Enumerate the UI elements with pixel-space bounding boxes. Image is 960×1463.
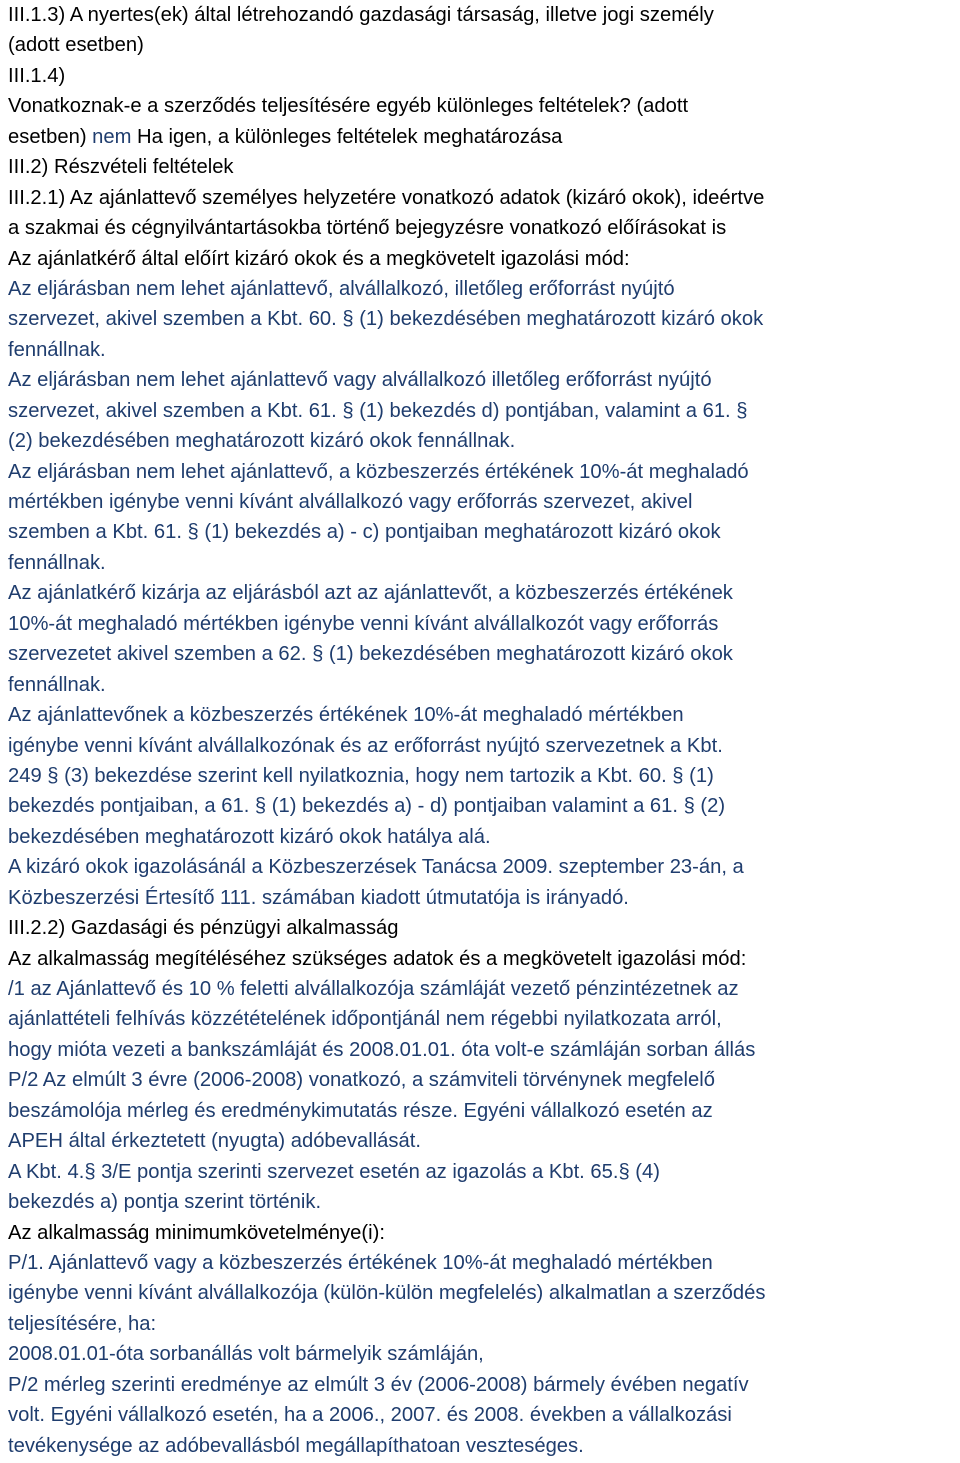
text-line: [8, 1065, 960, 1095]
value-text: volt. Egyéni vállalkozó esetén, ha a 2006., 2007. és 2008. években a vállalkozási: [8, 1404, 732, 1427]
text-line: [8, 487, 960, 517]
text-line: [8, 1248, 960, 1278]
value-text: Az eljárásban nem lehet ajánlattevő vagy alvállalkozó illetőleg erőforrást nyújtó: [8, 369, 712, 392]
text-line: [8, 1218, 960, 1248]
text-line: [8, 700, 960, 730]
label-text: Az alkalmasság megítéléséhez szükséges adatok és a megkövetelt igazolási mód:: [8, 947, 747, 970]
text-line: [8, 791, 960, 821]
text-line: [8, 1126, 960, 1156]
label-text: a szakmai és cégnyilvántartásokba történő bejegyzésre vonatkozó előírásokat is: [8, 217, 727, 240]
text-line: [8, 517, 960, 547]
text-line: [8, 883, 960, 913]
label-text: Ha igen, a különleges feltételek meghatározása: [131, 125, 563, 148]
text-line: [8, 1035, 960, 1065]
label-text: (adott esetben): [8, 34, 144, 57]
value-text: beszámolója mérleg és eredménykimutatás része. Egyéni vállalkozó esetén az: [8, 1099, 713, 1122]
text-line: [8, 304, 960, 334]
text-line: [8, 244, 960, 274]
text-line: [8, 457, 960, 487]
label-text: Az alkalmasság minimumkövetelménye(i):: [8, 1221, 385, 1244]
value-text: Az eljárásban nem lehet ajánlattevő, alvállalkozó, illetőleg erőforrást nyújtó: [8, 277, 675, 300]
label-text: III.2.1) Az ajánlattevő személyes helyzetére vonatkozó adatok (kizáró okok), ideértve: [8, 186, 765, 209]
text-line: [8, 365, 960, 395]
text-line: [8, 1096, 960, 1126]
value-text: fennállnak.: [8, 338, 106, 361]
value-text: fennállnak.: [8, 551, 106, 574]
text-line: [8, 61, 960, 91]
text-line: [8, 1339, 960, 1369]
text-line: [8, 122, 960, 152]
value-text: teljesítésére, ha:: [8, 1312, 157, 1335]
value-text: szemben a Kbt. 61. § (1) bekezdés a) - c) pontjaiban meghatározott kizáró okok: [8, 521, 721, 544]
text-line: [8, 335, 960, 365]
value-text: igénybe venni kívánt alvállalkozónak és az erőforrást nyújtó szervezetnek a Kbt.: [8, 734, 723, 757]
text-line: [8, 548, 960, 578]
text-line: [8, 183, 960, 213]
value-text: Az eljárásban nem lehet ajánlattevő, a közbeszerzés értékének 10%-át meghaladó: [8, 460, 749, 483]
label-text: esetben): [8, 125, 93, 148]
value-text: bekezdés a) pontja szerint történik.: [8, 1191, 322, 1214]
value-text: szervezet, akivel szemben a Kbt. 61. § (1) bekezdés d) pontjában, valamint a 61. §: [8, 399, 748, 422]
value-text: bekezdésében meghatározott kizáró okok hatálya alá.: [8, 825, 491, 848]
text-line: [8, 822, 960, 852]
label-text: Az ajánlatkérő által előírt kizáró okok és a megkövetelt igazolási mód:: [8, 247, 630, 270]
text-line: [8, 1309, 960, 1339]
label-text: III.1.4): [8, 64, 66, 87]
text-line: [8, 30, 960, 60]
value-text: 249 § (3) bekezdése szerint kell nyilatkoznia, hogy nem tartozik a Kbt. 60. § (1): [8, 764, 714, 787]
text-line: [8, 944, 960, 974]
text-line: [8, 1157, 960, 1187]
value-text: hogy mióta vezeti a bankszámláját és 2008.01.01. óta volt-e számláján sorban állás: [8, 1038, 756, 1061]
value-text: P/1. Ajánlattevő vagy a közbeszerzés értékének 10%-át meghaladó mértékben: [8, 1251, 713, 1274]
text-line: [8, 1278, 960, 1308]
text-line: [8, 761, 960, 791]
text-line: [8, 670, 960, 700]
text-line: [8, 1370, 960, 1400]
text-line: [8, 578, 960, 608]
value-text: 2008.01.01-óta sorbanállás volt bármelyik számláján,: [8, 1343, 484, 1366]
value-text: Az ajánlatkérő kizárja az eljárásból azt az ajánlattevőt, a közbeszerzés értékének: [8, 582, 733, 605]
text-line: [8, 213, 960, 243]
label-text: III.2) Részvételi feltételek: [8, 156, 234, 179]
value-text: P/2 mérleg szerinti eredménye az elmúlt 3 év (2006-2008) bármely évében negatív: [8, 1373, 749, 1396]
value-text: APEH által érkeztetett (nyugta) adóbevallását.: [8, 1130, 421, 1153]
text-line: [8, 639, 960, 669]
value-text: P/2 Az elmúlt 3 évre (2006-2008) vonatkozó, a számviteli törvénynek megfelelő: [8, 1069, 715, 1092]
value-text: ajánlattételi felhívás közzétételének időpontjánál nem régebbi nyilatkozata arról,: [8, 1008, 722, 1031]
value-text: bekezdés pontjaiban, a 61. § (1) bekezdés a) - d) pontjaiban valamint a 61. § (2): [8, 795, 726, 818]
label-text: III.1.3) A nyertes(ek) által létrehozandó gazdasági társaság, illetve jogi személy: [8, 4, 714, 26]
value-text: szervezetet akivel szemben a 62. § (1) bekezdésében meghatározott kizáró okok: [8, 643, 733, 666]
text-line: [8, 1004, 960, 1034]
label-text: Vonatkoznak-e a szerződés teljesítésére egyéb különleges feltételek? (adott: [8, 95, 689, 118]
value-text: (2) bekezdésében meghatározott kizáró okok fennállnak.: [8, 430, 516, 453]
text-line: [8, 609, 960, 639]
value-text: szervezet, akivel szemben a Kbt. 60. § (1) bekezdésében meghatározott kizáró okok: [8, 308, 764, 331]
value-text: Közbeszerzési Értesítő 111. számában kiadott útmutatója is irányadó.: [8, 886, 629, 909]
text-line: [8, 913, 960, 943]
value-text: Az ajánlattevőnek a közbeszerzés értékének 10%-át meghaladó mértékben: [8, 704, 684, 727]
text-line: [8, 426, 960, 456]
value-text: /1 az Ajánlattevő és 10 % feletti alvállalkozója számláját vezető pénzintézetnek az: [8, 978, 739, 1000]
value-text: 10%-át meghaladó mértékben igénybe venni kívánt alvállalkozót vagy erőforrás: [8, 612, 719, 635]
text-line: [8, 852, 960, 882]
text-line: [8, 152, 960, 182]
value-text: mértékben igénybe venni kívánt alvállalkozó vagy erőforrás szervezet, akivel: [8, 491, 693, 513]
value-text: A Kbt. 4.§ 3/E pontja szerinti szervezet esetén az igazolás a Kbt. 65.§ (4): [8, 1160, 660, 1183]
value-text: igénybe venni kívánt alvállalkozója (külön-külön megfelelés) alkalmatlan a szerződés: [8, 1282, 766, 1305]
text-line: [8, 1400, 960, 1430]
value-text: nem: [92, 125, 132, 148]
text-line: [8, 396, 960, 426]
text-line: [8, 274, 960, 304]
text-line: [8, 0, 960, 30]
value-text: A kizáró okok igazolásánál a Közbeszerzések Tanácsa 2009. szeptember 23-án, a: [8, 856, 744, 879]
text-line: [8, 91, 960, 121]
text-line: [8, 1187, 960, 1217]
text-line: [8, 974, 960, 1004]
text-line: [8, 1431, 960, 1461]
value-text: tevékenysége az adóbevallásból megállapíthatoan veszteséges.: [8, 1434, 584, 1457]
label-text: III.2.2) Gazdasági és pénzügyi alkalmasság: [8, 917, 399, 940]
text-line: [8, 731, 960, 761]
value-text: fennállnak.: [8, 673, 106, 696]
